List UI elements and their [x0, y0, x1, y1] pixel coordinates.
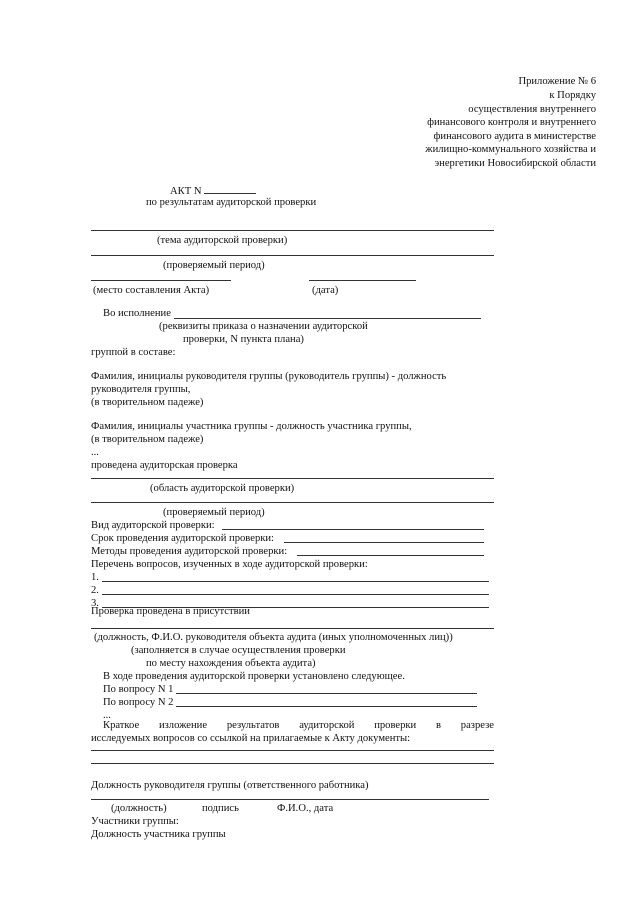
leader-line-2: руководителя группы, [91, 384, 191, 395]
place-line [91, 280, 231, 281]
date-label: (дата) [312, 285, 339, 296]
summary-word: проверки [374, 720, 417, 731]
summary-blank-1 [91, 750, 494, 751]
date-line [309, 280, 416, 281]
topic-line [91, 230, 494, 231]
question-1-line [102, 581, 489, 582]
item-2-label: По вопросу N 2 [103, 697, 174, 708]
item-1-line [176, 693, 477, 694]
appendix-line-6: жилищно-коммунального хозяйства и [425, 144, 596, 155]
period-label: (проверяемый период) [163, 260, 265, 271]
appendix-line-3: осуществления внутреннего [468, 104, 596, 115]
methods-label: Методы проведения аудиторской проверки: [91, 546, 288, 557]
group-label: группой в составе: [91, 347, 176, 358]
period2-label: (проверяемый период) [163, 507, 265, 518]
item-2-line [176, 706, 477, 707]
leader-line-1: Фамилия, инициалы руководителя группы (руководитель группы) - должность [91, 371, 447, 382]
summary-line-1 [103, 719, 494, 732]
participant-position-label: Должность участника группы [91, 829, 226, 840]
period-line [91, 255, 494, 256]
methods-line [297, 555, 484, 556]
presence-note-2: (заполняется в случае осуществления проверки [131, 645, 346, 656]
question-2-line [102, 594, 489, 595]
place-label: (место составления Акта) [93, 285, 210, 296]
signature-name-date: Ф.И.О., дата [277, 803, 334, 814]
type-line [222, 529, 484, 530]
act-subtitle: по результатам аудиторской проверки [146, 197, 317, 208]
signature-position: (должность) [111, 803, 167, 814]
participants-label: Участники группы: [91, 816, 179, 827]
period2-line [91, 502, 494, 503]
leader-signature-line [91, 799, 489, 800]
summary-word: аудиторской [299, 720, 355, 731]
question-3-number: 3. [91, 598, 99, 609]
member-dots: ... [91, 447, 99, 458]
area-label: (область аудиторской проверки) [150, 483, 295, 494]
act-title-text: АКТ N [170, 186, 202, 197]
pursuant-line [174, 318, 481, 319]
appendix-line-4: финансового контроля и внутреннего [427, 117, 596, 128]
question-1-number: 1. [91, 572, 99, 583]
conducted-label: проведена аудиторская проверка [91, 460, 238, 471]
term-line [284, 542, 484, 543]
summary-word: Краткое [103, 720, 140, 731]
appendix-line-1: Приложение № 6 [518, 76, 596, 87]
summary-blank-2 [91, 763, 494, 764]
question-2-number: 2. [91, 585, 99, 596]
leader-position-label: Должность руководителя группы (ответственного работника) [91, 780, 369, 791]
act-number-blank [204, 183, 256, 194]
summary-word: результатов [226, 720, 280, 731]
signature-sign: подпись [202, 803, 239, 814]
presence-note-1: (должность, Ф.И.О. руководителя объекта аудита (иных уполномоченных лиц)) [94, 632, 453, 643]
appendix-line-7: энергетики Новосибирской области [434, 158, 596, 169]
order-req-2: проверки, N пункта плана) [183, 334, 304, 345]
type-label: Вид аудиторской проверки: [91, 520, 215, 531]
item-1-label: По вопросу N 1 [103, 684, 174, 695]
questions-label: Перечень вопросов, изученных в ходе аудиторской проверки: [91, 559, 368, 570]
appendix-line-2: к Порядку [549, 90, 596, 101]
pursuant-label: Во исполнение [103, 308, 171, 319]
area-line [91, 478, 494, 479]
topic-label: (тема аудиторской проверки) [157, 235, 288, 246]
presence-label: Проверка проведена в присутствии [91, 606, 250, 617]
summary-line-2: исследуемых вопросов со ссылкой на прилагаемые к Акту документы: [91, 733, 411, 744]
presence-line [91, 628, 494, 629]
appendix-line-5: финансового аудита в министерстве [433, 131, 596, 142]
member-line-2: (в творительном падеже) [91, 434, 204, 445]
presence-note-3: по месту нахождения объекта аудита) [146, 658, 316, 669]
summary-word: изложение [158, 720, 208, 731]
order-req-1: (реквизиты приказа о назначении аудиторской [159, 321, 368, 332]
summary-word: разрезе [460, 720, 494, 731]
item-dots: ... [103, 710, 111, 721]
term-label: Срок проведения аудиторской проверки: [91, 533, 274, 544]
found-label: В ходе проведения аудиторской проверки установлено следующее. [103, 671, 405, 682]
member-line-1: Фамилия, инициалы участника группы - должность участника группы, [91, 421, 412, 432]
summary-word: в [435, 720, 441, 731]
leader-line-3: (в творительном падеже) [91, 397, 204, 408]
